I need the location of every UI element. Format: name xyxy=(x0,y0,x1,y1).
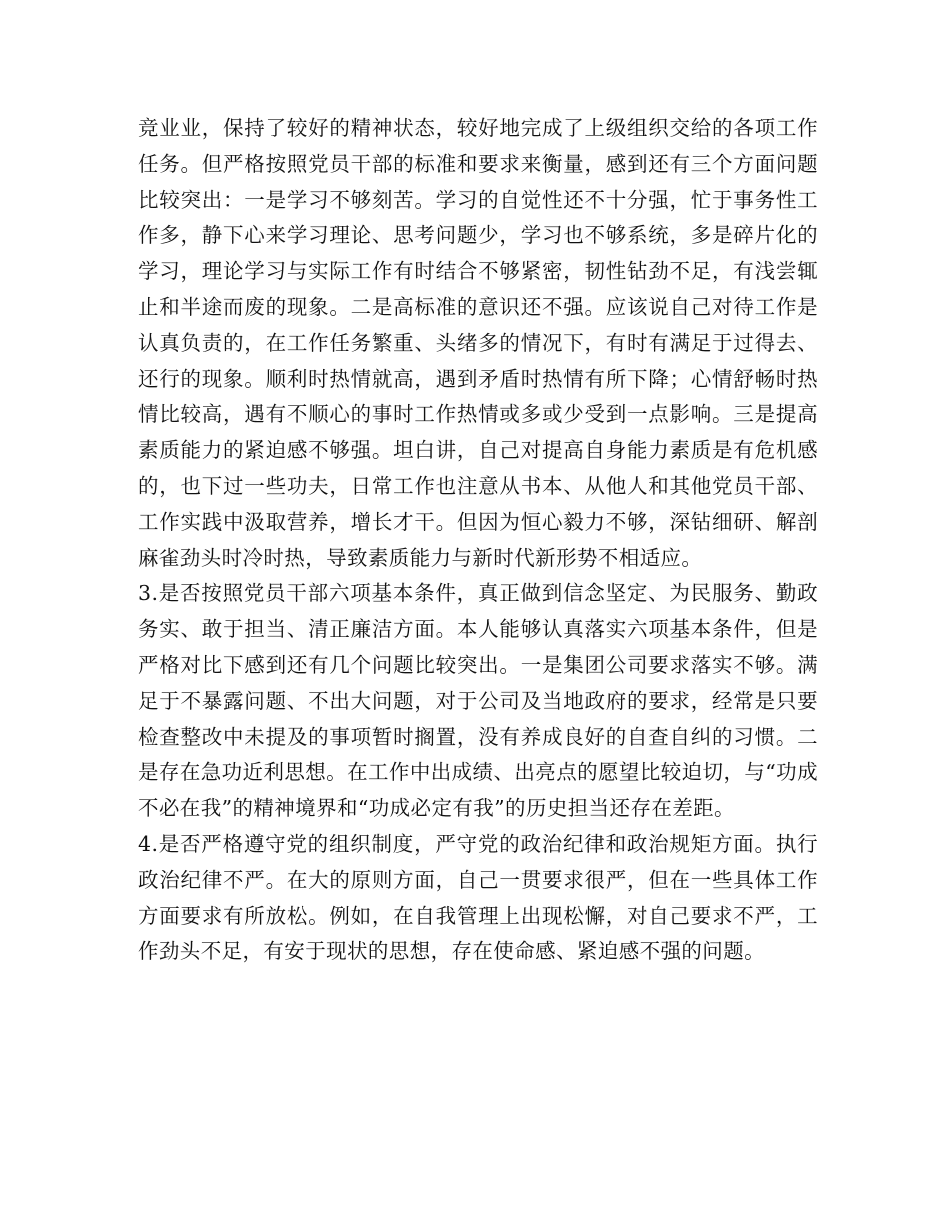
paragraph-item-4-organizational-discipline: 4.是否严格遵守党的组织制度，严守党的政治纪律和政治规矩方面。执行政治纪律不严。在大的原则方面，自己一贯要求很严，但在一些具体工作方面要求有所放松。例如，在自我管理上出现松懈，对自己要求不严，工作劲头不足，有安于现状的思想，存在使命感、紧迫感不强的问题。 xyxy=(138,831,818,964)
paragraph-continued-self-review: 竞业业，保持了较好的精神状态，较好地完成了上级组织交给的各项工作任务。但严格按照党员干部的标准和要求来衡量，感到还有三个方面问题比较突出：一是学习不够刻苦。学习的自觉性还不十分强，忙于事务性工作多，静下心来学习理论、思考问题少，学习也不够系统，多是碎片化的学习，理论学习与实际工作有时结合不够紧密，韧性钻劲不足，有浅尝辄止和半途而废的现象。二是高标准的意识还不强。应该说自己对待工作是认真负责的，在工作任务繁重、头绪多的情况下，有时有满足于过得去、还行的现象。顺利时热情就高，遇到矛盾时热情有所下降；心情舒畅时热情比较高，遇有不顺心的事时工作热情或多或少受到一点影响。三是提高素质能力的紧迫感不够强。坦白讲，自己对提高自身能力素质是有危机感的，也下过一些功夫，日常工作也注意从书本、从他人和其他党员干部、工作实践中汲取营养，增长才干。但因为恒心毅力不够，深钻细研、解剖麻雀劲头时冷时热，导致素质能力与新时代新形势不相适应。 xyxy=(138,116,818,570)
paragraph-item-3-six-basic-conditions: 3.是否按照党员干部六项基本条件，真正做到信念坚定、为民服务、勤政务实、敢于担当、清正廉洁方面。本人能够认真落实六项基本条件，但是严格对比下感到还有几个问题比较突出。一是集团公司要求落实不够。满足于不暴露问题、不出大问题，对于公司及当地政府的要求，经常是只要检查整改中未提及的事项暂时搁置，没有养成良好的自查自纠的习惯。二是存在急功近利思想。在工作中出成绩、出亮点的愿望比较迫切，与“功成不必在我”的精神境界和“功成必定有我”的历史担当还存在差距。 xyxy=(138,581,818,821)
document-body xyxy=(138,111,818,970)
